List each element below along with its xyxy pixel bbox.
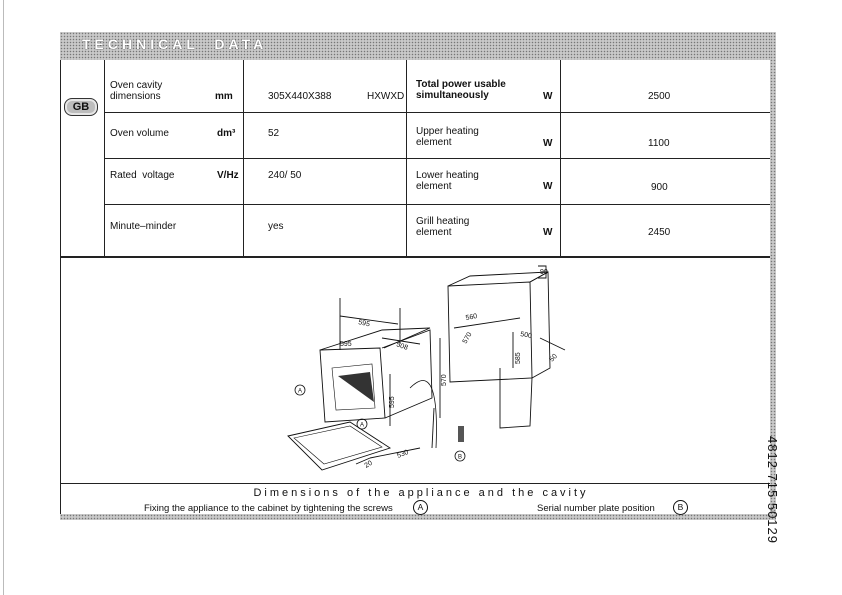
spec-unit: W xyxy=(543,227,553,238)
spec-unit: W xyxy=(543,91,553,102)
dimension-label: 595 xyxy=(389,396,396,408)
dimension-label: 50 xyxy=(548,352,559,364)
spec-value: 2450 xyxy=(648,227,671,238)
spec-label: Oven volume xyxy=(110,128,169,139)
dimension-label: 500 xyxy=(519,331,533,340)
dimension-label: 570 xyxy=(441,374,448,386)
document-code: 4812 715 50129 xyxy=(765,436,780,544)
spec-value: 1100 xyxy=(648,138,670,149)
fixing-caption: Fixing the appliance to the cabinet by tightening the screws xyxy=(144,503,393,514)
spec-value: 52 xyxy=(268,128,280,139)
table-divider xyxy=(104,112,770,113)
marker-a-icon: A xyxy=(297,388,303,395)
serial-plate-marker xyxy=(458,426,464,442)
spec-value: 900 xyxy=(651,182,668,193)
diagram-caption: Dimensions of the appliance and the cavity xyxy=(253,487,589,499)
marker-a-icon: A xyxy=(413,500,428,515)
dimension-label: 595 xyxy=(340,341,352,348)
dimension-label: 508 xyxy=(395,341,409,352)
dimension-label: 90 xyxy=(540,269,548,276)
spec-value: 305X440X388 xyxy=(268,91,332,102)
table-divider xyxy=(104,158,770,159)
marker-a-icon: A xyxy=(359,422,365,429)
marker-b-icon: B xyxy=(673,500,688,515)
dimension-label: 20 xyxy=(363,459,374,470)
table-divider xyxy=(104,204,770,205)
language-badge: GB xyxy=(64,98,98,116)
installation-diagram xyxy=(270,258,580,480)
marker-b-icon: B xyxy=(457,454,463,461)
dimension-label: 530 xyxy=(396,448,410,460)
spec-label: Rated voltage xyxy=(110,170,175,181)
spec-label: Grill heating element xyxy=(416,216,470,238)
spec-unit: dm³ xyxy=(217,128,236,139)
serial-caption: Serial number plate position xyxy=(537,503,655,514)
spec-label: Upper heating element xyxy=(416,126,479,148)
dimension-label: 570 xyxy=(461,331,474,345)
spec-label: Lower heating element xyxy=(416,170,479,192)
spec-unit: W xyxy=(543,181,553,192)
spec-value: 2500 xyxy=(648,91,671,102)
spec-unit: W xyxy=(543,138,553,149)
spec-label: Minute–minder xyxy=(110,221,177,232)
dimension-label: 595 xyxy=(357,319,371,329)
page-edge xyxy=(3,0,4,595)
caption-rule xyxy=(60,483,770,484)
spec-unit: V/Hz xyxy=(217,170,239,181)
spec-unit: mm xyxy=(215,91,233,102)
bottom-border-band xyxy=(60,514,776,520)
dimension-label: 585 xyxy=(515,352,522,364)
spec-value: yes xyxy=(268,221,284,232)
spec-value: 240/ 50 xyxy=(268,170,302,181)
spec-extra: HXWXD xyxy=(367,91,405,102)
spec-label: Oven cavity dimensions xyxy=(110,80,163,102)
spec-label: Total power usable simultaneously xyxy=(416,79,506,101)
dimension-label: 560 xyxy=(465,313,478,322)
page-title: TECHNICAL DATA xyxy=(82,36,268,52)
